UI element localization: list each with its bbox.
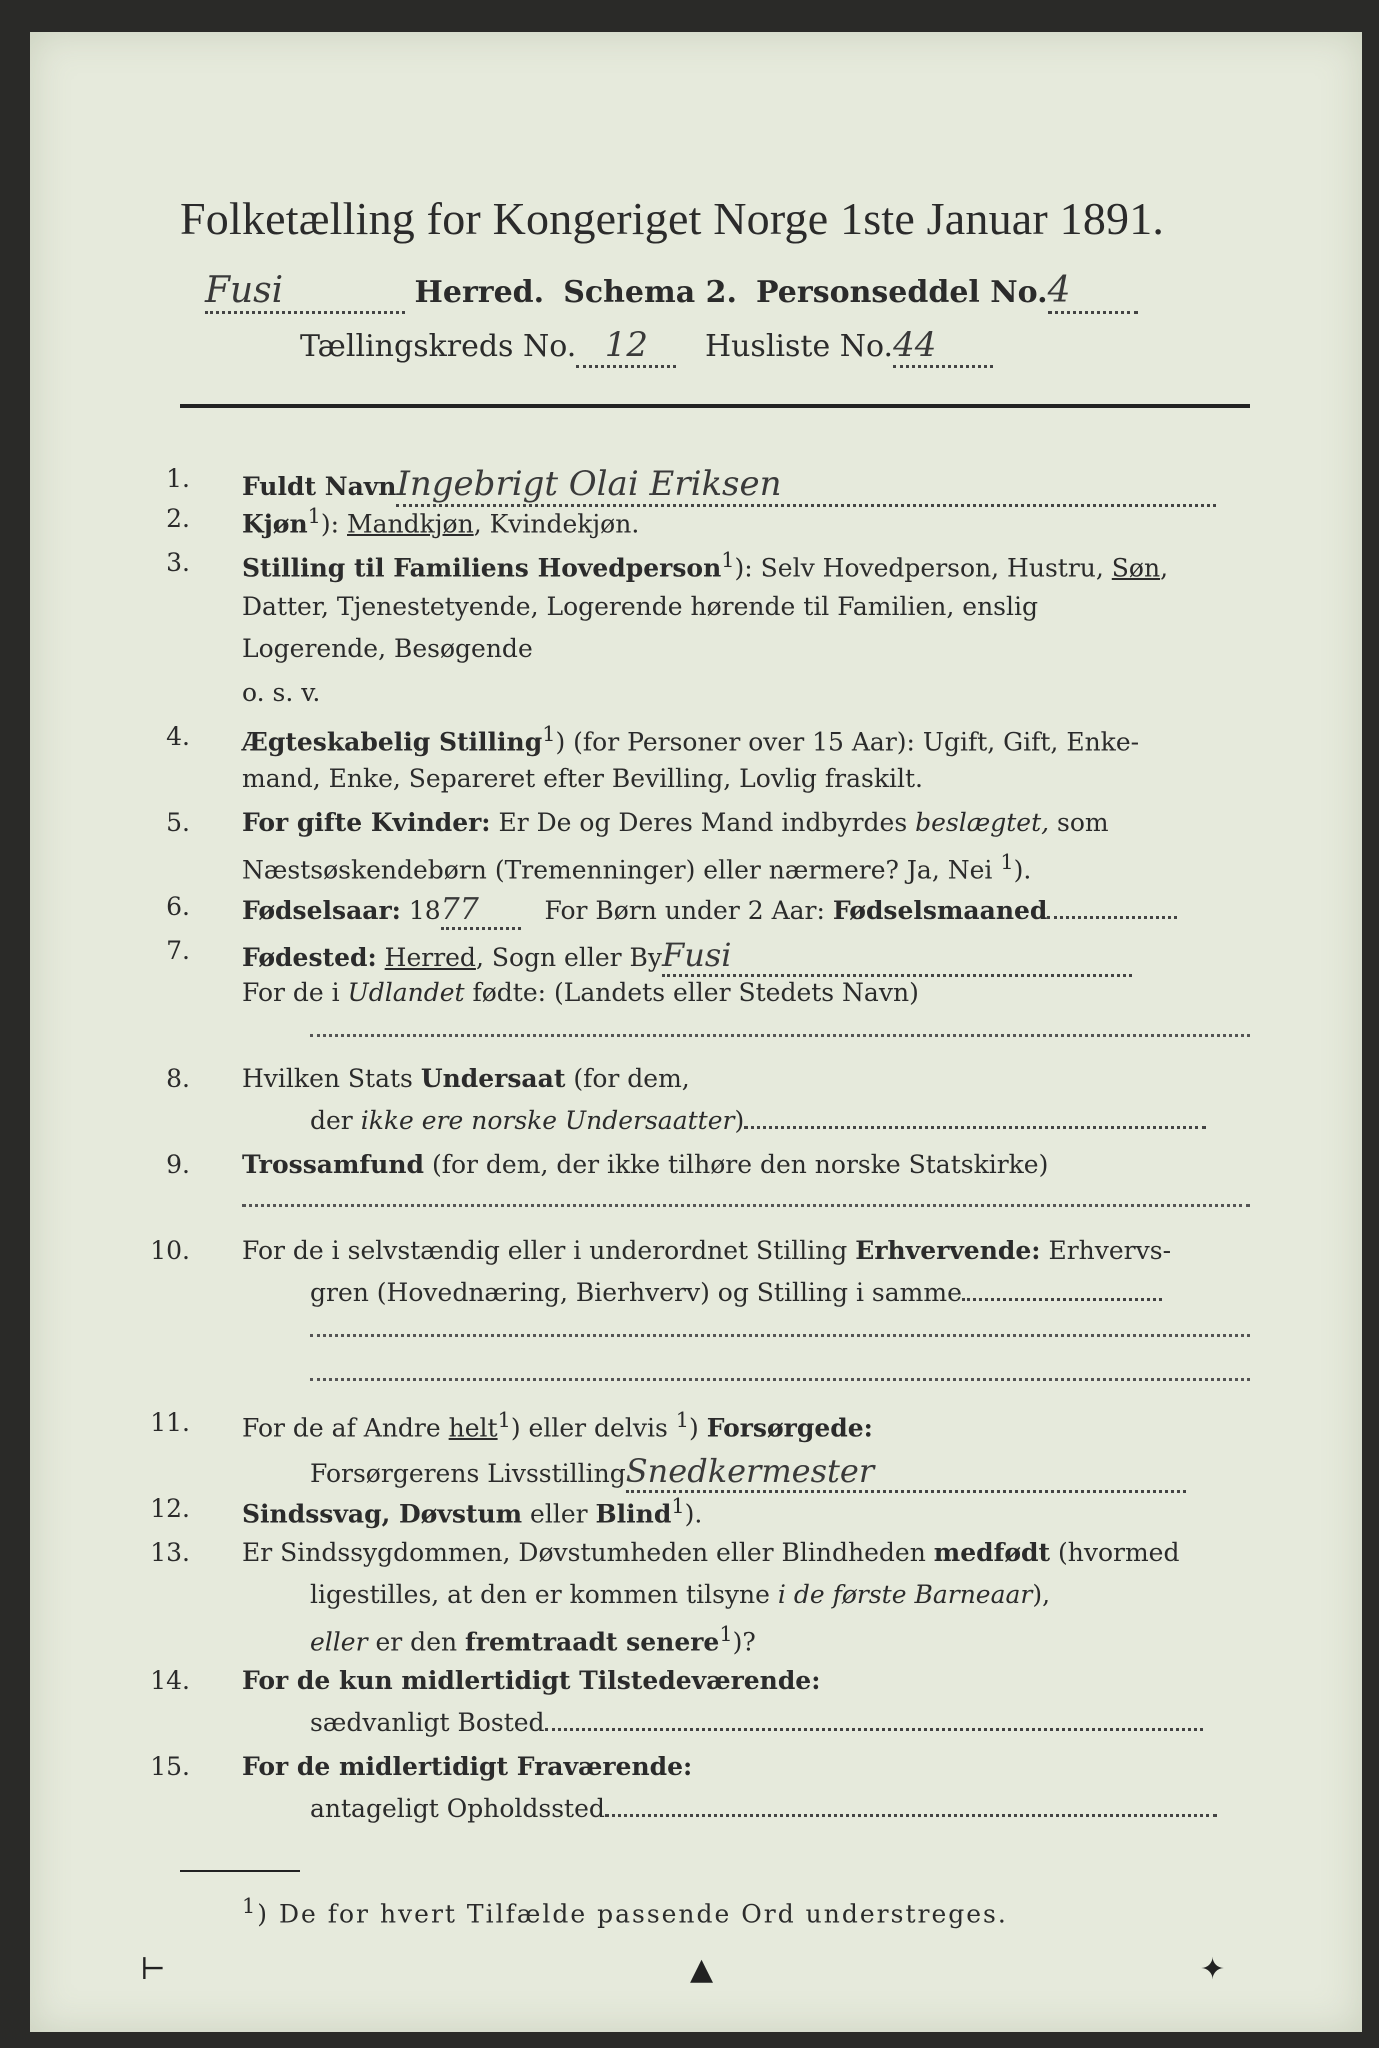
footnote <box>242 1894 1008 1928</box>
item-number: 7. <box>166 936 190 965</box>
trossamfund-text: (for dem, der ikke tilhøre den norske Statskirke) <box>424 1150 1049 1179</box>
gifte-kvinder-question: Næstsøskendebørn (Tremenninger) eller nærmere? Ja, Nei <box>242 855 1001 885</box>
item-number: 8. <box>166 1064 190 1093</box>
herred-label: Herred. <box>414 275 545 310</box>
item-erhverv <box>242 1236 1171 1265</box>
footnote-rule <box>180 1870 300 1872</box>
undersaat-prefix: Hvilken Stats <box>242 1064 421 1093</box>
item-number: 5. <box>166 808 190 837</box>
kjon-label: Kjøn <box>242 509 308 539</box>
undersaat-ikke: ikke ere norske Undersaatter <box>360 1106 735 1135</box>
personseddel-value: 4 <box>1048 270 1138 314</box>
forsorgede-label: Forsørgede: <box>706 1413 873 1443</box>
fodested-herred: Herred <box>384 943 476 972</box>
fuldt-navn-label: Fuldt Navn <box>242 472 397 501</box>
gifte-kvinder-line2 <box>242 850 1031 884</box>
fodested-value: Fusi <box>662 936 1132 977</box>
item-number: 15. <box>150 1752 190 1781</box>
census-form-sheet <box>30 32 1362 2032</box>
aegteskab-text: ) (for Personer over 15 Aar): Ugift, Gift, Enke- <box>555 727 1140 757</box>
registration-mark-center: ▲ <box>690 1952 714 1987</box>
bosted-label: sædvanligt Bosted <box>310 1708 545 1737</box>
registration-mark-left: ⊢ <box>140 1952 166 1987</box>
sindssvag-end: ). <box>684 1499 703 1529</box>
stilling-text: ): Selv Hovedperson, Hustru, <box>734 553 1112 583</box>
kreds-line <box>300 325 993 368</box>
sindssygdom-barneaar: i de første Barneaar <box>777 1580 1033 1609</box>
footnote-text: ) De for hvert Tilfælde passende Ord understreges. <box>257 1899 1008 1929</box>
forsorgede-delvis: ) eller delvis <box>510 1413 676 1443</box>
gifte-kvinder-end: ). <box>1013 855 1032 885</box>
aegteskab-label: Ægteskabelig Stilling <box>242 727 543 757</box>
husliste-value: 44 <box>893 325 993 368</box>
livsstilling-value: Snedkermester <box>626 1452 1186 1493</box>
item-number: 3. <box>166 548 190 577</box>
erhverv-prefix: For de i selvstændig eller i underordnet Stilling <box>242 1236 856 1265</box>
undersaat-line2 <box>310 1106 1206 1135</box>
fodested-text: , Sogn eller By <box>475 943 663 972</box>
item-number: 10. <box>150 1236 190 1265</box>
item-number: 1. <box>166 464 190 493</box>
fodselsaar-prefix: 18 <box>400 896 441 925</box>
udlandet-text: fødte: (Landets eller Stedets Navn) <box>464 978 919 1007</box>
erhverv-label: Erhvervende: <box>855 1236 1041 1265</box>
undersaat-der: der <box>310 1106 361 1135</box>
udlandet-blank <box>310 1034 1250 1037</box>
sindssygdom-text: Er Sindssygdommen, Døvstumheden eller Blindheden <box>242 1538 934 1567</box>
kreds-value: 12 <box>576 325 676 368</box>
stilling-line2: Datter, Tjenestetyende, Logerende hørende til Familien, enslig <box>242 592 1039 621</box>
sindssygdom-end: )? <box>732 1627 756 1657</box>
kreds-label: Tællingskreds No. <box>300 329 577 364</box>
footnote-marker: 1 <box>242 1894 258 1918</box>
sindssvag-label: Sindssvag, Døvstum <box>242 1499 523 1529</box>
blind-label: Blind <box>595 1499 672 1529</box>
aegteskab-line2: mand, Enke, Separeret efter Bevilling, Lovlig fraskilt. <box>242 764 923 793</box>
herred-line <box>205 270 1138 314</box>
gifte-kvinder-label: For gifte Kvinder: <box>242 808 491 837</box>
item-fodselsaar <box>242 892 1177 930</box>
fodested-label: Fødested: <box>242 943 377 972</box>
forsorgede-helt: helt <box>448 1413 498 1443</box>
item-undersaat <box>242 1064 690 1093</box>
item-number: 6. <box>166 892 190 921</box>
item-number: 14. <box>150 1666 190 1695</box>
footnote-ref: 1 <box>542 722 556 746</box>
gifte-kvinder-som: som <box>1049 808 1109 837</box>
stilling-option-son: Søn <box>1111 553 1161 583</box>
schema-label: Schema 2. <box>563 275 737 310</box>
erhverv-blank <box>962 1298 1162 1301</box>
gifte-kvinder-beslaegtet: beslægtet, <box>915 808 1050 837</box>
gifte-kvinder-text: Er De og Deres Mand indbyrdes <box>490 808 916 837</box>
forsorgede-line2 <box>310 1452 1186 1493</box>
undersaat-text: (for dem, <box>565 1064 690 1093</box>
undersaat-close: ) <box>734 1106 745 1135</box>
kjon-option-mandkjon: Mandkjøn <box>347 509 474 539</box>
sindssygdom-eller: eller <box>310 1627 368 1657</box>
sindssygdom-er-den: er den <box>367 1627 466 1657</box>
opholdssted-label: antageligt Opholdssted <box>310 1794 605 1823</box>
husliste-label: Husliste No. <box>704 329 894 364</box>
erhverv-text: gren (Hovednæring, Bierhverv) og Stilling i samme <box>310 1278 962 1307</box>
livsstilling-label: Forsørgerens Livsstilling <box>310 1459 626 1488</box>
stilling-comma: , <box>1160 553 1169 583</box>
personseddel-label: Personseddel No. <box>756 275 1048 310</box>
sindssygdom-ligestilles: ligestilles, at den er kommen tilsyne <box>310 1580 778 1609</box>
bosted-blank <box>545 1728 1203 1731</box>
erhverv-blank-3 <box>310 1378 1250 1381</box>
trossamfund-label: Trossamfund <box>242 1150 425 1179</box>
item-sindssygdom <box>242 1538 1179 1567</box>
registration-mark-right: ✦ <box>1200 1952 1226 1987</box>
item-number: 9. <box>166 1150 190 1179</box>
item-fodested <box>242 936 1132 977</box>
item-trossamfund <box>242 1150 1048 1179</box>
opholdssted-blank <box>605 1814 1217 1817</box>
sindssygdom-hvormed: (hvormed <box>1050 1538 1180 1567</box>
item-number: 4. <box>166 722 190 751</box>
fodselsmaaned-text: For Børn under 2 Aar: <box>544 896 833 925</box>
fravaerende-label: For de midlertidigt Fraværende: <box>242 1752 693 1781</box>
udlandet-label: Udlandet <box>347 978 465 1007</box>
sindssygdom-close: ), <box>1032 1580 1051 1609</box>
header-rule <box>180 404 1250 408</box>
fodselsmaaned-dots <box>1047 916 1177 919</box>
item-kjon <box>242 504 639 538</box>
fodselsaar-label: Fødselsaar: <box>242 896 401 925</box>
fodselsmaaned-label: Fødselsmaaned <box>832 896 1048 925</box>
footnote-ref: 1 <box>307 504 321 528</box>
kjon-separator: ): <box>320 509 348 539</box>
sindssygdom-line2 <box>310 1580 1050 1609</box>
forsorgede-prefix: For de af Andre <box>242 1413 449 1443</box>
item-number: 13. <box>150 1538 190 1567</box>
stilling-label: Stilling til Familiens Hovedperson <box>242 553 722 583</box>
fremtraadt-label: fremtraadt senere <box>465 1627 720 1657</box>
fodested-line2 <box>242 978 919 1007</box>
item-number: 11. <box>150 1408 190 1437</box>
footnote-ref: 1 <box>721 548 735 572</box>
item-aegteskab <box>242 722 1139 756</box>
footnote-ref: 1 <box>497 1408 511 1432</box>
item-fuldt-navn <box>242 464 1216 507</box>
herred-value: Fusi <box>205 270 405 314</box>
erhverv-line2 <box>310 1278 1162 1307</box>
item-forsorgede <box>242 1408 873 1442</box>
erhverv-suffix: Erhvervs- <box>1040 1236 1172 1265</box>
undersaat-blank <box>744 1126 1206 1129</box>
form-title: Folketælling for Kongeriget Norge 1ste Januar 1891. <box>180 193 1165 244</box>
footnote-ref: 1 <box>671 1494 685 1518</box>
footnote-ref: 1 <box>1000 850 1014 874</box>
erhverv-blank-2 <box>310 1334 1250 1337</box>
item-number: 2. <box>166 504 190 533</box>
tilstedevaerende-line2 <box>310 1708 1203 1737</box>
udlandet-prefix: For de i <box>242 978 348 1007</box>
fravaerende-line2 <box>310 1794 1217 1823</box>
fodselsaar-value: 77 <box>441 892 521 930</box>
item-sindssvag <box>242 1494 702 1528</box>
sindssygdom-line3 <box>310 1622 756 1656</box>
footnote-ref: 1 <box>719 1622 733 1646</box>
stilling-line3: Logerende, Besøgende <box>242 634 533 663</box>
kjon-option-kvindekjon: , Kvindekjøn. <box>473 509 640 539</box>
item-stilling <box>242 548 1168 582</box>
stilling-line4: o. s. v. <box>242 678 321 707</box>
forsorgede-close: ) <box>689 1413 707 1443</box>
item-gifte-kvinder <box>242 808 1109 837</box>
tilstedevaerende-label: For de kun midlertidigt Tilstedeværende: <box>242 1666 821 1695</box>
undersaat-label: Undersaat <box>420 1064 566 1093</box>
footnote-ref: 1 <box>675 1408 689 1432</box>
trossamfund-blank <box>242 1204 1250 1207</box>
medfodt-label: medfødt <box>933 1538 1051 1567</box>
item-number: 12. <box>150 1494 190 1523</box>
fuldt-navn-value: Ingebrigt Olai Eriksen <box>396 464 1216 507</box>
sindssvag-eller: eller <box>522 1499 596 1529</box>
